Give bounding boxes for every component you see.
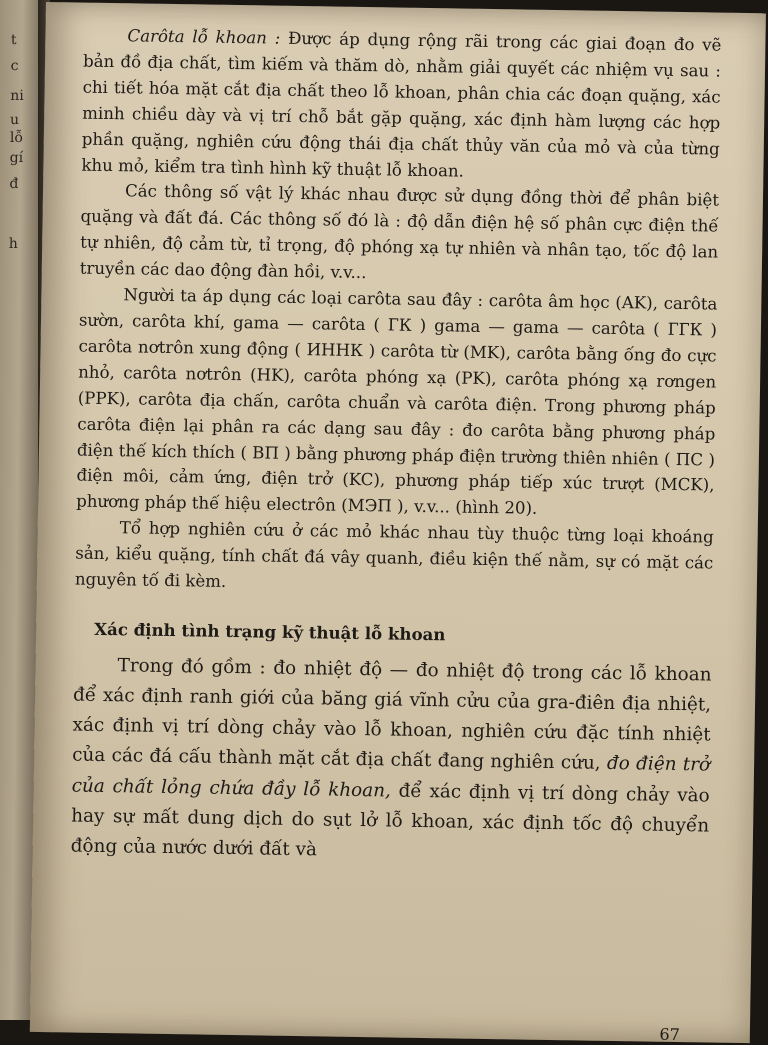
paragraph-text: để xác định vị trí dòng chảy vào hay sự mất dung dịch do sụt lở lỗ khoan, xác định tốc độ chuyển động của nước dưới đất và [70, 780, 710, 861]
paragraph-technical-state [70, 650, 711, 871]
paragraph-study-complex: Tổ hợp nghiên cứu ở các mỏ khác nhau tùy thuộc từng loại khoáng sản, kiểu quặng, tính chất đá vây quanh, điều kiện thế nằm, sự có mặt các nguyên tố đi kèm. [74, 518, 714, 591]
paragraph-carota-intro [81, 23, 721, 188]
page-body [70, 23, 721, 872]
margin-fragment: đ [9, 176, 19, 192]
emphasis-text: đo điện trở của chất lỏng chứa đầy lỗ khoan, [71, 753, 711, 802]
section-heading: Xác định tình trạng kỹ thuật lỗ khoan [94, 618, 446, 645]
lead-term: Carôta lỗ khoan : [127, 26, 281, 48]
book-page [30, 2, 766, 1043]
paragraph-carota-types: Người ta áp dụng các loại carôta sau đây : carôta âm học (AK), carôta sườn, carôta khí, gama — carôta ( ГК ) gama — gama — carôta ( ГГК ) carôta nơtrôn xung động ( ИННК ) carôta từ (MK), carôta bằng ống đo cực nhỏ, carôta nơtrôn (HK), carôta phóng xạ (PK), carôta phóng xạ rơngen (PPK), carôta địa chấn, carôta chuẩn và carôta điện. Trong phương pháp carôta điện lại phân ra các dạng sau đây : đo carôta bằng phương pháp điện thế kích thích ( ВП ) bằng phương pháp điện trường thiên nhiên ( ПС ) điện môi, cảm ứng, điện trở (KC), phương pháp tiếp xúc trượt (MCK), phương pháp thế hiệu electrôn (МЭП ), v.v... (hình 20). [76, 285, 718, 519]
margin-fragment: h [8, 236, 18, 252]
paragraph-text: Trong đó gồm : đo nhiệt độ — đo nhiệt độ trong các lỗ khoan để xác định ranh giới của băng giá vĩnh cửu của gra-điên địa nhiệt, xác định vị trí dòng chảy vào lỗ khoan, nghiên cứu đặc tính nhiệt của các đá cấu thành mặt cắt địa chất đang nghiên cứu, [72, 655, 712, 775]
margin-fragment: lỗ [9, 130, 24, 146]
margin-fragment: ni [10, 88, 24, 104]
margin-fragment: u [10, 112, 20, 128]
page-number: 67 [659, 1024, 681, 1045]
paragraph-text: Được áp dụng rộng rãi trong các giai đoạn đo vẽ bản đồ địa chất, tìm kiếm và thăm dò, nhằm giải quyết các nhiệm vụ sau : chi tiết hóa mặt cắt địa chất theo lỗ khoan, phân chia các đoạn quặng, xác minh chiều dày và vị trí chỗ bắt gặp quặng, xác định hàm lượng các hợp phần quặng, nghiên cứu động thái địa chất thủy văn của mỏ và của từng khu mỏ, kiểm tra tình hình kỹ thuật lỗ khoan. [81, 28, 722, 181]
margin-fragment: c [10, 58, 19, 74]
margin-fragment: t [10, 32, 17, 48]
paragraph-parameters: Các thông số vật lý khác nhau được sử dụng đồng thời để phân biệt quặng và đất đá. Các thông số đó là : độ dẫn điện hệ số phân cực điện thế tự nhiên, độ cảm từ, tỉ trọng, độ phóng xạ tự nhiên và nhân tạo, tốc độ lan truyền các dao động đàn hồi, v.v... [79, 181, 720, 283]
margin-fragment: gí [9, 150, 24, 166]
